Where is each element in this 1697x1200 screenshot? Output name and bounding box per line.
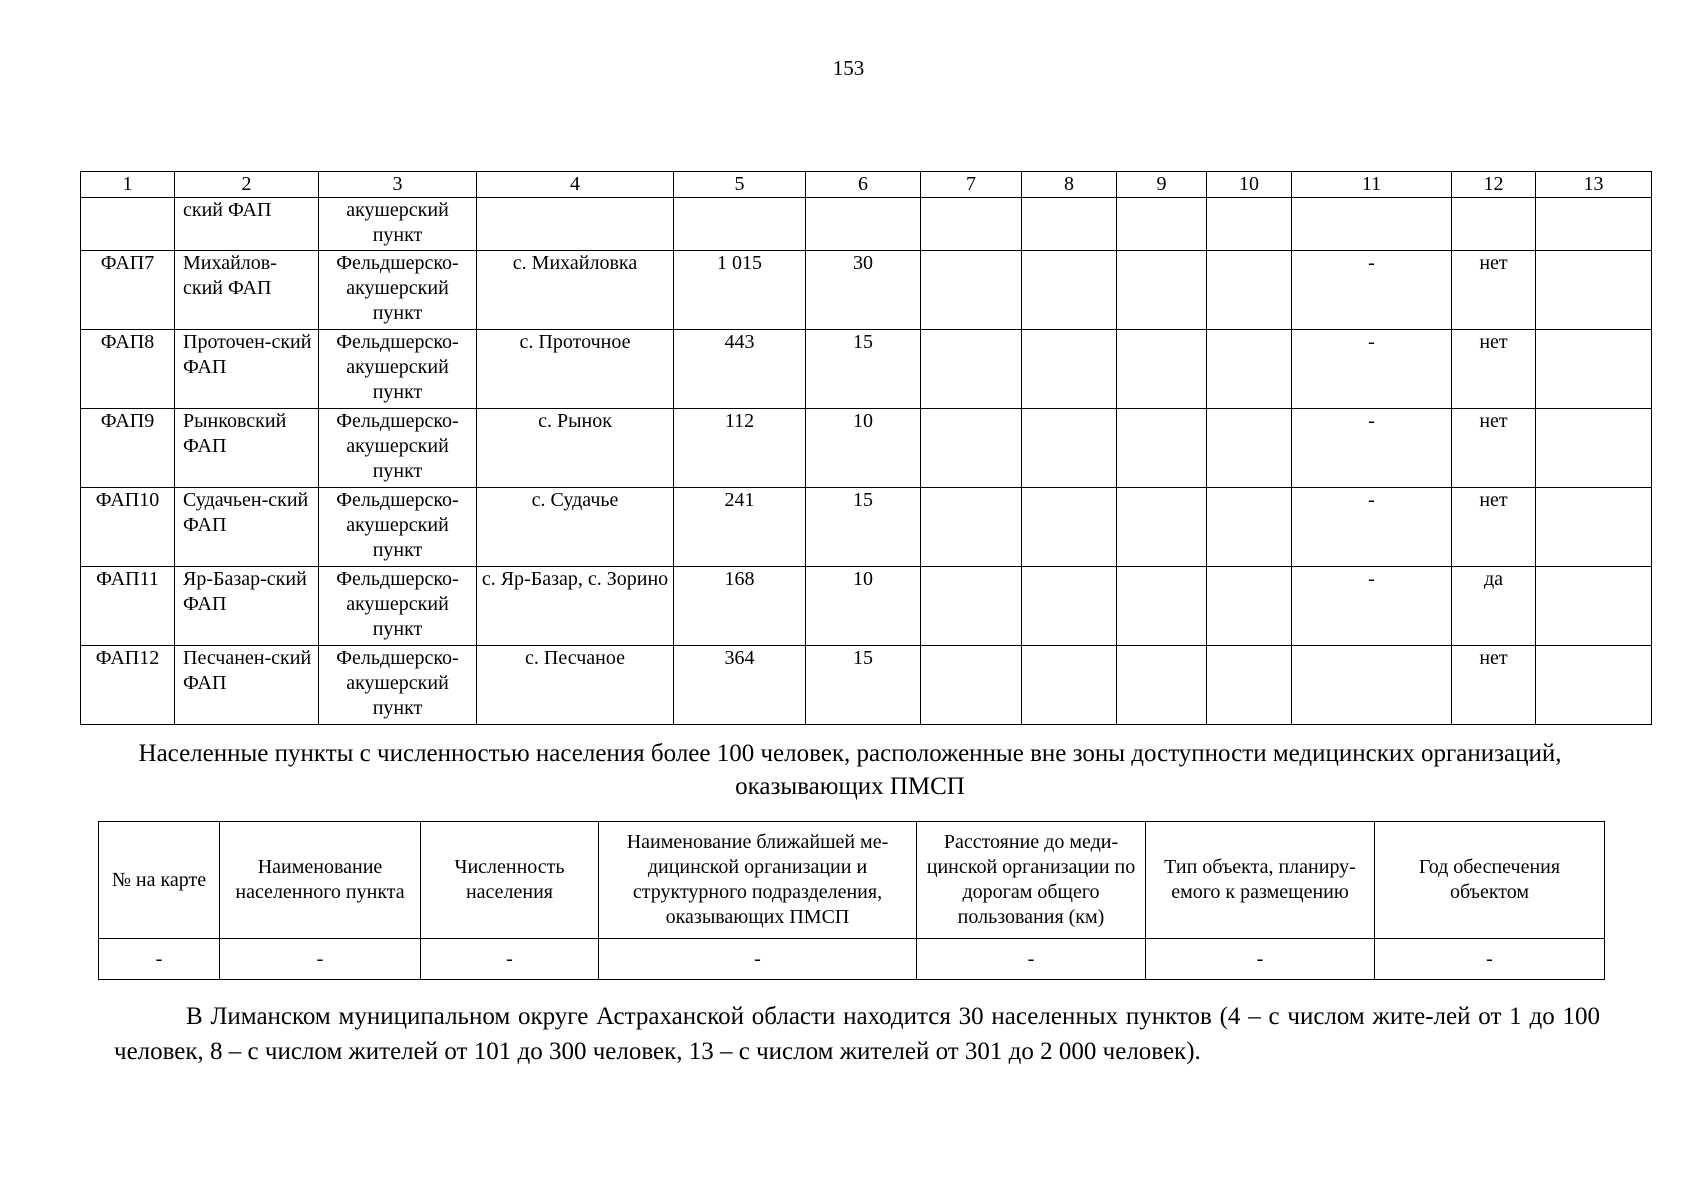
cell-col11: - [1292,330,1452,409]
cell-empty [1117,330,1207,409]
col-number: 7 [921,172,1022,198]
cell-empty [1117,409,1207,488]
table-row [81,488,1652,567]
col-number: 5 [674,172,806,198]
cell-population: 364 [674,646,806,725]
cell-empty [921,251,1022,330]
cell-population: 443 [674,330,806,409]
cell-settlement: с. Яр-Базар, с. Зорино [477,567,674,646]
cell-col6: 15 [806,488,921,567]
table-cell: - [917,939,1146,980]
cell-empty [1022,251,1117,330]
cell-col6: 15 [806,330,921,409]
cell-population: 241 [674,488,806,567]
cell-empty [477,198,674,251]
cell-empty [921,646,1022,725]
cell-facility-name: Судачьен-ский ФАП [175,488,319,567]
cell-facility-id: ФАП9 [81,409,175,488]
cell-empty [1207,198,1292,251]
header-settlement-name: Наименование населенного пункта [220,822,421,939]
cell-empty [921,198,1022,251]
cell-col11: - [1292,567,1452,646]
cell-col11: - [1292,409,1452,488]
cell-facility-id: ФАП12 [81,646,175,725]
cell-settlement: с. Проточное [477,330,674,409]
cell-col12: нет [1452,488,1536,567]
cell-empty [1207,488,1292,567]
cell-col12: да [1452,567,1536,646]
cell-empty [81,198,175,251]
cell-col11: - [1292,251,1452,330]
settlements-table [98,821,1605,980]
col-number: 2 [175,172,319,198]
col-number: 13 [1536,172,1652,198]
header-row [99,822,1605,939]
cell-col6: 10 [806,567,921,646]
cell-population: 168 [674,567,806,646]
header-year: Год обеспечения объектом [1375,822,1605,939]
cell-type: акушерский пункт [319,198,477,251]
column-number-row [81,172,1652,198]
header-population: Численность населения [421,822,599,939]
cell-col6: 30 [806,251,921,330]
cell-empty [1022,567,1117,646]
table-cell: - [421,939,599,980]
col-number: 4 [477,172,674,198]
col-number: 12 [1452,172,1536,198]
cell-facility-id: ФАП8 [81,330,175,409]
cell-settlement: с. Песчаное [477,646,674,725]
col-number: 10 [1207,172,1292,198]
cell-empty [1207,646,1292,725]
cell-empty [1022,409,1117,488]
cell-col12: нет [1452,330,1536,409]
table-cell: - [1146,939,1375,980]
cell-col12: нет [1452,251,1536,330]
section-title: Населенные пункты с численностью населения более 100 человек, расположенные вне зоны доступности медицинских организаций, оказывающих ПМСП [138,740,1562,800]
cell-col11 [1292,646,1452,725]
cell-empty [1207,567,1292,646]
cell-empty [921,488,1022,567]
table-row [81,409,1652,488]
table-cell: - [1375,939,1605,980]
cell-facility-name: Михайлов-ский ФАП [175,251,319,330]
col-number: 8 [1022,172,1117,198]
facility-rows [81,251,1652,725]
cell-facility-type: Фельдшерско-акушерский пункт [319,251,477,330]
cell-empty [1207,251,1292,330]
cell-empty [1117,488,1207,567]
cell-empty [1117,567,1207,646]
cell-facility-id: ФАП11 [81,567,175,646]
cell-empty [921,409,1022,488]
cell-empty [1536,251,1652,330]
cell-facility-name: Рынковский ФАП [175,409,319,488]
cell-facility-name: Яр-Базар-ский ФАП [175,567,319,646]
cell-facility-type: Фельдшерско-акушерский пункт [319,567,477,646]
cell-empty [1207,330,1292,409]
cell-col12: нет [1452,409,1536,488]
cell-facility-id: ФАП7 [81,251,175,330]
cell-settlement: с. Судачье [477,488,674,567]
cell-facility-id: ФАП10 [81,488,175,567]
table-cell: - [99,939,220,980]
cell-empty [1536,198,1652,251]
table-cell: - [220,939,421,980]
col-number: 1 [81,172,175,198]
cell-facility-type: Фельдшерско-акушерский пункт [319,488,477,567]
cell-empty [1022,198,1117,251]
table-row [81,330,1652,409]
cell-empty [674,198,806,251]
cell-col11: - [1292,488,1452,567]
cell-col12: нет [1452,646,1536,725]
cell-empty [1022,330,1117,409]
col-number: 11 [1292,172,1452,198]
cell-population: 112 [674,409,806,488]
table-row [81,646,1652,725]
cell-facility-type: Фельдшерско-акушерский пункт [319,646,477,725]
cell-col6: 10 [806,409,921,488]
cell-empty [1022,646,1117,725]
cell-name: ский ФАП [175,198,319,251]
cell-empty [1536,409,1652,488]
cell-empty [1452,198,1536,251]
cell-facility-type: Фельдшерско-акушерский пункт [319,330,477,409]
continuation-row [81,198,1652,251]
table-row [81,251,1652,330]
col-number: 9 [1117,172,1207,198]
cell-empty [1536,567,1652,646]
cell-empty [921,567,1022,646]
header-distance: Расстояние до меди-цинской организации по дорогам общего пользования (км) [917,822,1146,939]
cell-empty [1022,488,1117,567]
header-nearest-organization: Наименование ближайшей ме-дицинской организации и структурного подразделения, оказывающих ПМСП [599,822,917,939]
cell-facility-name: Проточен-ский ФАП [175,330,319,409]
col-number: 6 [806,172,921,198]
cell-empty [921,330,1022,409]
body-paragraph: В Лиманском муниципальном округе Астраханской области находится 30 населенных пунктов (4 – с числом жите-лей от 1 до 100 человек, 8 – с числом жителей от 101 до 300 человек, 13 – с числом жителей от 301 до 2 000 человек). [114,1003,1600,1065]
page-number: 153 [832,56,865,80]
cell-facility-type: Фельдшерско-акушерский пункт [319,409,477,488]
cell-empty [806,198,921,251]
table-cell: - [599,939,917,980]
cell-empty [1117,198,1207,251]
header-object-type: Тип объекта, планиру-емого к размещению [1146,822,1375,939]
cell-settlement: с. Михайловка [477,251,674,330]
col-number: 3 [319,172,477,198]
cell-empty [1536,646,1652,725]
cell-facility-name: Песчанен-ский ФАП [175,646,319,725]
cell-col6: 15 [806,646,921,725]
table-row [81,567,1652,646]
cell-settlement: с. Рынок [477,409,674,488]
facilities-table [80,171,1652,725]
cell-empty [1207,409,1292,488]
cell-empty [1536,330,1652,409]
cell-empty [1292,198,1452,251]
cell-empty [1117,646,1207,725]
cell-population: 1 015 [674,251,806,330]
table-row [99,939,1605,980]
cell-empty [1117,251,1207,330]
header-map-number: № на карте [99,822,220,939]
cell-empty [1536,488,1652,567]
